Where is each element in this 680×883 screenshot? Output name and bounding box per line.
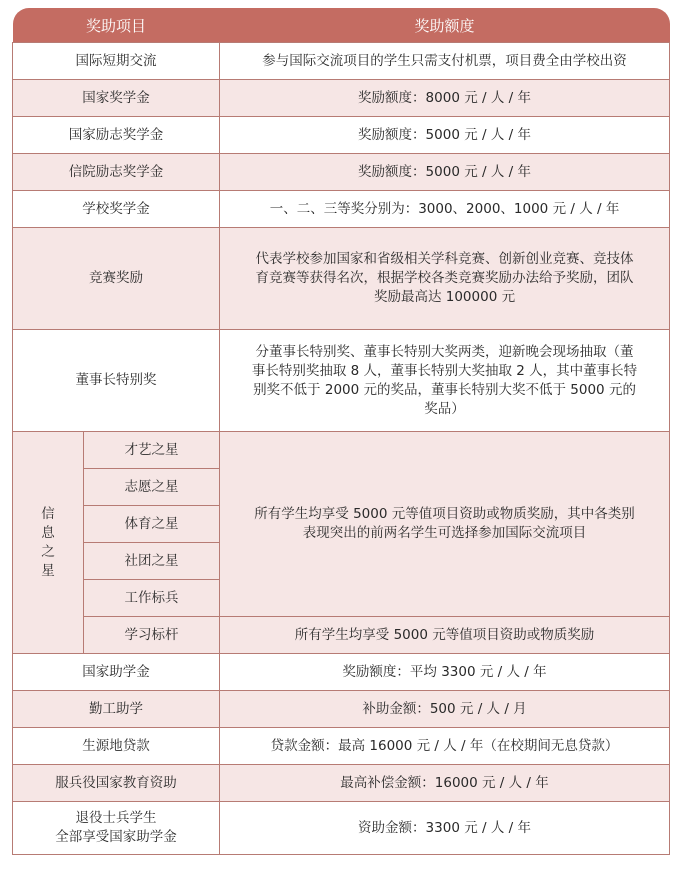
amount-info-stars-shared: [220, 432, 670, 617]
item-student-loan: 生源地贷款: [13, 728, 220, 765]
group-label-char: 星: [41, 562, 55, 579]
amount-study-model: 所有学生均享受 5000 元等值项目资助或物质奖励: [220, 617, 670, 654]
item-chairman: 董事长特别奖: [13, 330, 220, 432]
text-line: 别奖不低于 2000 元的奖品，董事长特别大奖不低于 5000 元的: [253, 381, 636, 398]
header-amount: 奖助额度: [220, 8, 670, 43]
amount-school-scholarship: 一、二、三等奖分别为：3000、2000、1000 元 / 人 / 年: [220, 191, 670, 228]
item-veteran: [13, 802, 220, 855]
table-row: [13, 654, 670, 691]
amount-student-loan: 贷款金额：最高 16000 元 / 人 / 年（在校期间无息贷款）: [220, 728, 670, 765]
header-row: [13, 8, 670, 43]
amount-national-scholarship: 奖励额度：8000 元 / 人 / 年: [220, 80, 670, 117]
item-club-star: 社团之星: [84, 543, 220, 580]
table-row: [13, 154, 670, 191]
table-row: [13, 117, 670, 154]
amount-chairman: [220, 330, 670, 432]
item-talent-star: 才艺之星: [84, 432, 220, 469]
item-intl-exchange: 国际短期交流: [13, 43, 220, 80]
text-line: 奖励最高达 100000 元: [373, 289, 516, 305]
info-stars-group-label: [13, 432, 84, 654]
item-xinyuan-encourage: 信院励志奖学金: [13, 154, 220, 191]
text-line: 育竞赛等获得名次，根据学校各类竞赛奖励办法给予奖励，团队: [255, 270, 634, 286]
text-line: 所有学生均享受 5000 元等值项目资助或物质奖励，其中各类别: [254, 506, 635, 522]
item-competition: 竞赛奖励: [13, 228, 220, 330]
item-national-encourage: 国家励志奖学金: [13, 117, 220, 154]
amount-xinyuan-encourage: 奖励额度：5000 元 / 人 / 年: [220, 154, 670, 191]
amount-competition: [220, 228, 670, 330]
amount-work-study: 补助金额：500 元 / 人 / 月: [220, 691, 670, 728]
text-line: 奖品）: [424, 400, 465, 417]
amount-military: 最高补偿金额：16000 元 / 人 / 年: [220, 765, 670, 802]
table-row: [13, 228, 670, 330]
table-row: [13, 617, 670, 654]
item-work-study: 勤工助学: [13, 691, 220, 728]
amount-national-encourage: 奖励额度：5000 元 / 人 / 年: [220, 117, 670, 154]
amount-intl-exchange: 参与国际交流项目的学生只需支付机票，项目费全由学校出资: [220, 43, 670, 80]
text-line: 退役士兵学生: [75, 810, 157, 826]
item-school-scholarship: 学校奖学金: [13, 191, 220, 228]
awards-table-container: [12, 8, 669, 855]
table-row: [13, 330, 670, 432]
table-row: [13, 765, 670, 802]
item-volunteer-star: 志愿之星: [84, 469, 220, 506]
text-line: 分董事长特别奖、董事长特别大奖两类，迎新晚会现场抽取（董: [255, 343, 634, 360]
table-row: [13, 80, 670, 117]
table-row: [13, 43, 670, 80]
table-row: [13, 432, 670, 469]
text-line: 事长特别奖抽取 8 人，董事长特别大奖抽取 2 人，其中董事长特: [251, 362, 638, 379]
group-label-char: 之: [41, 543, 55, 560]
group-label-char: 信: [41, 505, 55, 522]
amount-national-grant: 奖励额度：平均 3300 元 / 人 / 年: [220, 654, 670, 691]
item-national-grant: 国家助学金: [13, 654, 220, 691]
awards-table: [12, 8, 670, 855]
amount-veteran: 资助金额：3300 元 / 人 / 年: [220, 802, 670, 855]
item-sports-star: 体育之星: [84, 506, 220, 543]
text-line: 代表学校参加国家和省级相关学科竞赛、创新创业竞赛、竞技体: [255, 251, 634, 267]
table-row: [13, 728, 670, 765]
header-item: 奖助项目: [13, 8, 220, 43]
group-label-char: 息: [41, 524, 55, 541]
table-row: [13, 191, 670, 228]
table-row: [13, 802, 670, 855]
item-work-model: 工作标兵: [84, 580, 220, 617]
text-line: 全部享受国家助学金: [55, 829, 177, 845]
item-study-model: 学习标杆: [84, 617, 220, 654]
item-national-scholarship: 国家奖学金: [13, 80, 220, 117]
item-military: 服兵役国家教育资助: [13, 765, 220, 802]
table-row: [13, 691, 670, 728]
text-line: 表现突出的前两名学生可选择参加国际交流项目: [302, 525, 587, 541]
